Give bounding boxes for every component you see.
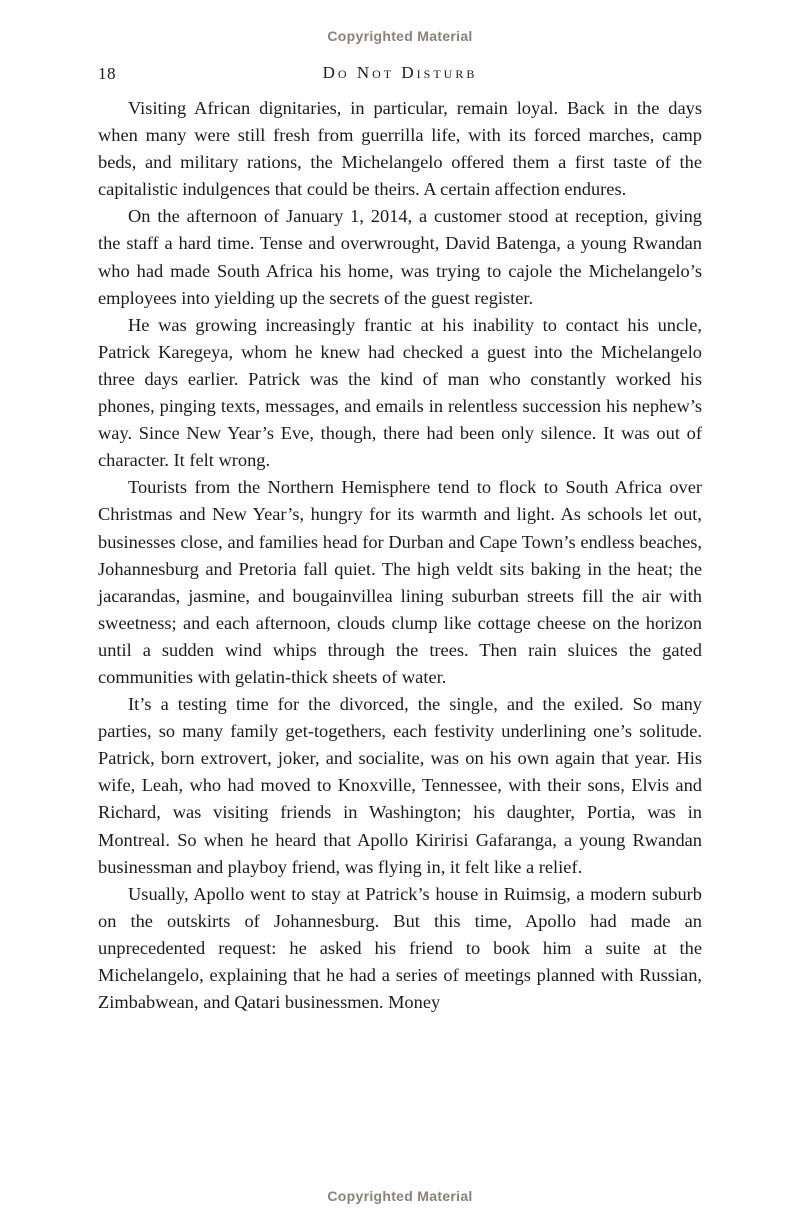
paragraph: He was growing increasingly frantic at his inability to contact his uncle, Patrick Karegeya, whom he knew had checked a guest into the Michelangelo three days earlier. Patrick was the kind of man who constantly worked his phones, pinging texts, messages, and emails in relentless succession his nephew’s way. Since New Year’s Eve, though, there had been only silence. It was out of character. It felt wrong. [98,314,702,471]
copyright-notice-bottom: Copyrighted Material [327,1188,473,1204]
page-number: 18 [98,64,116,83]
paragraph: Tourists from the Northern Hemisphere tend to flock to South Africa over Christmas and New Year’s, hungry for its warmth and light. As schools let out, businesses close, and families head for Durban and Cape Town’s endless beaches, Johannesburg and Pretoria fall quiet. The high veldt sits baking in the heat; the jacarandas, jasmine, and bougainvillea lining suburban streets fill the air with sweetness; and each afternoon, clouds clump like cottage cheese on the horizon until a sudden wind whips through the trees. Then rain sluices the gated communities with gelatin-thick sheets of water. [98,477,702,687]
page-header [98,63,702,85]
paragraph: Usually, Apollo went to stay at Patrick’s house in Ruimsig, a modern suburb on the outskirts of Johannesburg. But this time, Apollo had made an unprecedented request: he asked his friend to book him a suite at the Michelangelo, explaining that he had a series of meetings planned with Russian, Zimbabwean, and Qatari businessmen. Money [98,883,702,1013]
copyright-notice-top: Copyrighted Material [327,28,473,44]
running-header: Do Not Disturb [322,63,478,82]
paragraph: It’s a testing time for the divorced, the single, and the exiled. So many parties, so many family get-togethers, each festivity underlining one’s solitude. Patrick, born extrovert, joker, and socialite, was on his own again that year. His wife, Leah, who had moved to Knoxville, Tennessee, with their sons, Elvis and Richard, was visiting friends in Washington; his daughter, Portia, was in Montreal. So when he heard that Apollo Kiririsi Gafaranga, a young Rwandan businessman and playboy friend, was flying in, it felt like a relief. [98,694,702,877]
paragraph: On the afternoon of January 1, 2014, a customer stood at reception, giving the staff a hard time. Tense and overwrought, David Batenga, a young Rwandan who had made South Africa his home, was trying to cajole the Michelangelo’s employees into yielding up the secrets of the guest register. [98,206,702,308]
body-text [98,95,702,1016]
paragraph: Visiting African dignitaries, in particular, remain loyal. Back in the days when many were still fresh from guerrilla life, with its forced marches, camp beds, and military rations, the Michelangelo offered them a first taste of the capitalistic indulgences that could be theirs. A certain affection endures. [98,98,702,200]
